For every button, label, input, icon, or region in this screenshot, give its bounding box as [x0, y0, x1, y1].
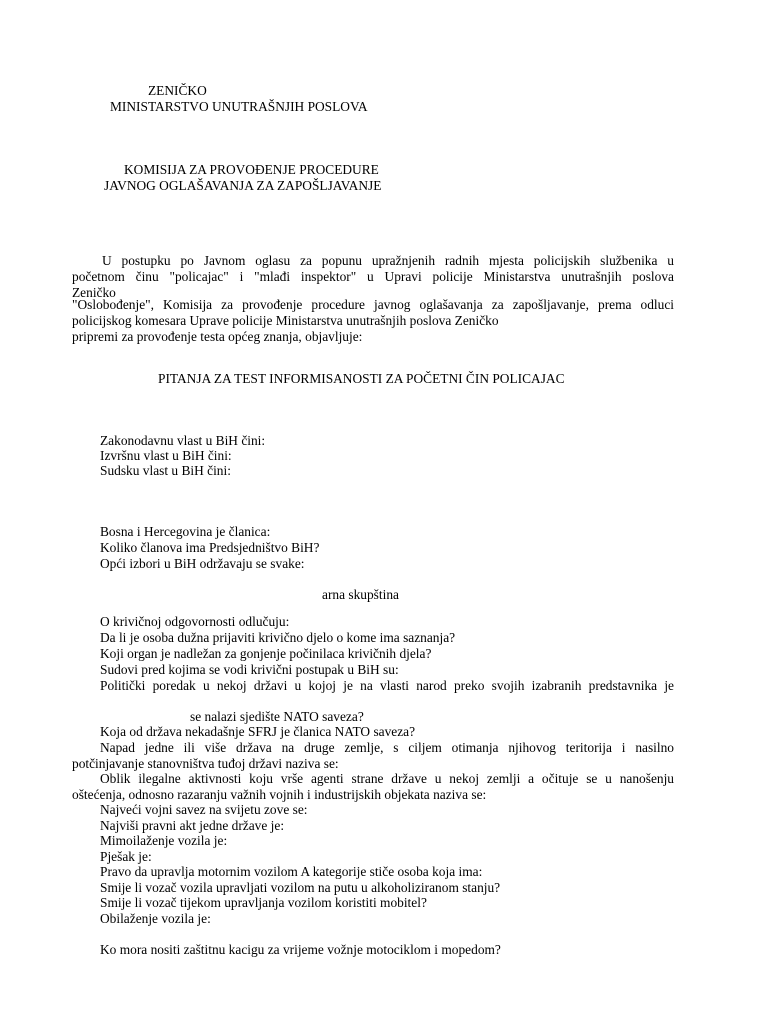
question: Napad jedne ili više država na druge zemlje, s ciljem otimanja njihovog teritorija i nasilno	[100, 740, 674, 755]
question: oštećenja, odnosno razaranju važnih vojnih i industrijskih objekata naziva se:	[72, 787, 487, 802]
question: Bosna i Hercegovina je članica:	[100, 524, 271, 539]
header-city: ZENIČKO	[148, 83, 207, 98]
question: Sudsku vlast u BiH čini:	[100, 463, 231, 478]
question: O krivičnoj odgovornosti odlučuju:	[100, 614, 290, 629]
question: potčinjavanje stanovništva tuđoj državi naziva se:	[72, 756, 339, 771]
question: Pješak je:	[100, 849, 152, 864]
question: Smije li vozač tijekom upravljanja vozilom koristiti mobitel?	[100, 895, 427, 910]
question: Sudovi pred kojima se vodi krivični postupak u BiH su:	[100, 662, 399, 677]
intro-line: "Oslobođenje", Komisija za provođenje procedure javnog oglašavanja za zapošljavanje, prema odluci	[72, 297, 674, 312]
question: Pravo da upravlja motornim vozilom A kategorije stiče osoba koja ima:	[100, 864, 483, 879]
intro-line: Zeničko	[72, 285, 116, 300]
question: se nalazi sjedište NATO saveza?	[190, 709, 364, 724]
commission-title-line1: KOMISIJA ZA PROVOĐENJE PROCEDURE	[124, 162, 379, 177]
question: Da li je osoba dužna prijaviti krivično djelo o kome ima saznanja?	[100, 630, 456, 645]
question: Zakonodavnu vlast u BiH čini:	[100, 433, 266, 448]
question: Najveći vojni savez na svijetu zove se:	[100, 802, 308, 817]
question: Opći izbori u BiH održavaju se svake:	[100, 556, 305, 571]
question: Mimoilaženje vozila je:	[100, 833, 228, 848]
question: Oblik ilegalne aktivnosti koju vrše agenti strane države u nekoj zemlji a očituje se u nanošenju	[100, 771, 674, 786]
question: Koliko članova ima Predsjedništvo BiH?	[100, 540, 320, 555]
question: Koja od država nekadašnje SFRJ je članica NATO saveza?	[100, 724, 416, 739]
intro-line: U postupku po Javnom oglasu za popunu upražnjenih radnih mjesta policijskih službenika u	[102, 253, 674, 268]
intro-line: policijskog komesara Uprave policije Ministarstva unutrašnjih poslova Zeničko	[72, 313, 499, 328]
intro-line: početnom činu "policajac" i "mlađi inspektor" u Upravi policije Ministarstva unutrašnjih poslova	[72, 269, 674, 284]
question: Najviši pravni akt jedne države je:	[100, 818, 285, 833]
question: Obilaženje vozila je:	[100, 911, 211, 926]
question: Ko mora nositi zaštitnu kacigu za vrijeme vožnje motociklom i mopedom?	[100, 942, 501, 957]
test-title: PITANJA ZA TEST INFORMISANOSTI ZA POČETNI ČIN POLICAJAC	[158, 371, 565, 386]
commission-title-line2: JAVNOG OGLAŠAVANJA ZA ZAPOŠLJAVANJE	[104, 178, 382, 193]
intro-line: pripremi za provođenje testa općeg znanja, objavljuje:	[72, 329, 363, 344]
text-fragment: arna skupština	[322, 587, 399, 602]
question: Koji organ je nadležan za gonjenje počinilaca krivičnih djela?	[100, 646, 432, 661]
question: Smije li vozač vozila upravljati vozilom na putu u alkoholiziranom stanju?	[100, 880, 501, 895]
question: Izvršnu vlast u BiH čini:	[100, 448, 232, 463]
question: Politički poredak u nekoj državi u kojoj je na vlasti narod preko svojih izabranih predstavnika je	[100, 678, 674, 693]
header-ministry: MINISTARSTVO UNUTRAŠNJIH POSLOVA	[110, 99, 368, 114]
